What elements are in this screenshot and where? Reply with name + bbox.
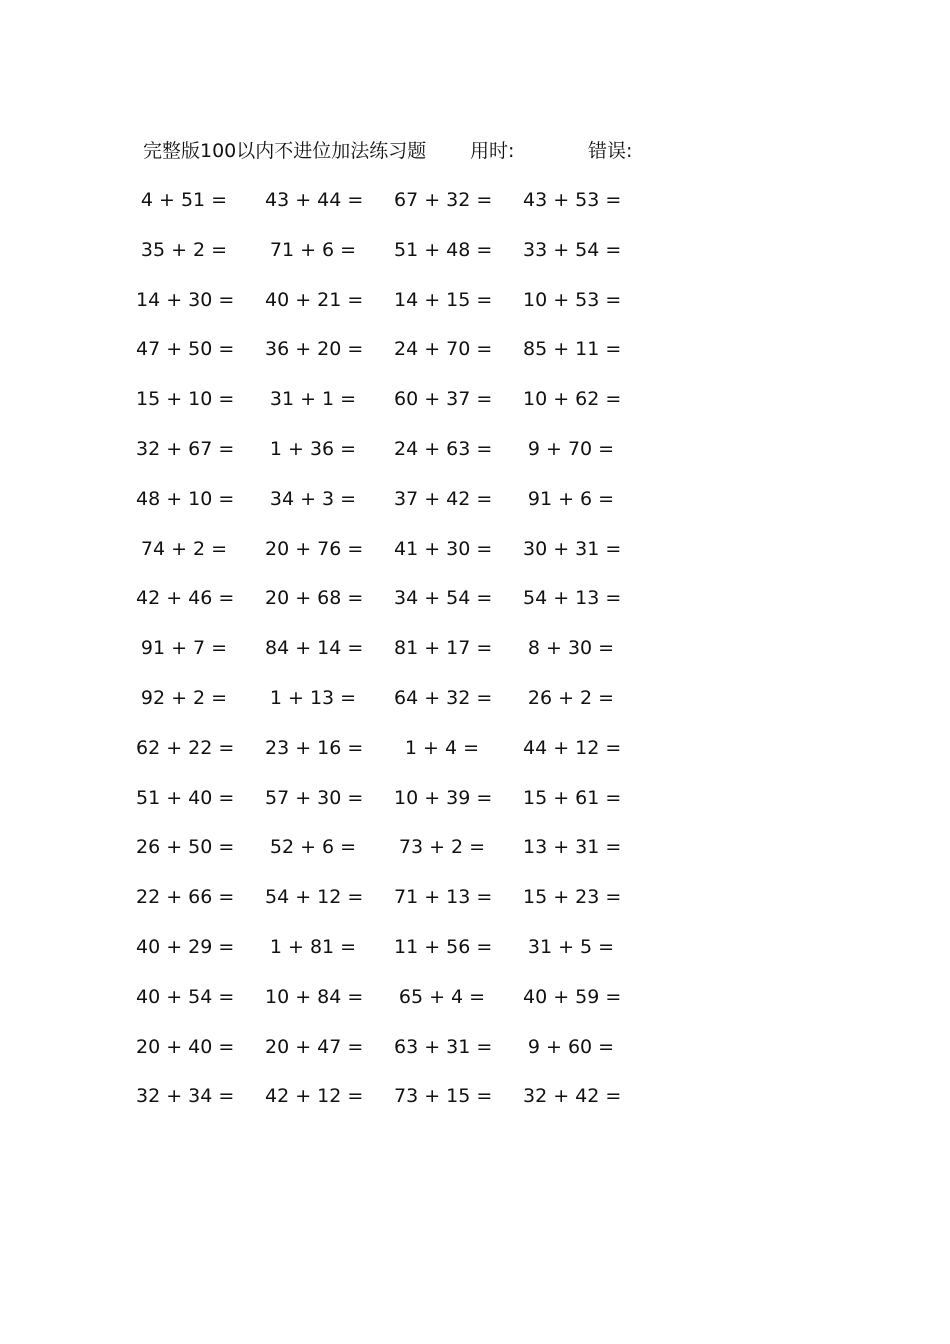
addition-problem: 35 + 2 =: [140, 238, 228, 261]
addition-problem: 85 + 11 =: [523, 338, 622, 361]
addition-problem: 13 + 31 =: [523, 836, 622, 859]
addition-problem: 40 + 21 =: [265, 288, 364, 311]
addition-problem: 9 + 70 =: [527, 437, 615, 460]
addition-problem: 91 + 7 =: [140, 637, 228, 660]
addition-problem: 33 + 54 =: [523, 238, 622, 261]
addition-problem: 32 + 67 =: [136, 437, 235, 460]
addition-problem: 92 + 2 =: [140, 686, 228, 709]
problem-row: [138, 583, 658, 633]
addition-problem: 10 + 62 =: [523, 388, 622, 411]
addition-problem: 91 + 6 =: [527, 487, 615, 510]
problem-row: [138, 185, 658, 235]
addition-problem: 8 + 30 =: [527, 637, 615, 660]
addition-problem: 36 + 20 =: [265, 338, 364, 361]
addition-problem: 52 + 6 =: [269, 836, 357, 859]
addition-problem: 43 + 44 =: [265, 189, 364, 211]
addition-problem: 37 + 42 =: [394, 487, 493, 510]
addition-problem: 23 + 16 =: [265, 736, 364, 759]
addition-problem: 43 + 53 =: [523, 189, 622, 211]
addition-problem: 54 + 13 =: [523, 587, 622, 610]
addition-problem: 57 + 30 =: [265, 786, 364, 809]
worksheet-title: 完整版100以内不进位加法练习题: [143, 140, 427, 162]
time-label: 用时:: [470, 140, 515, 162]
problem-row: [138, 1032, 658, 1082]
addition-problem: 20 + 76 =: [265, 537, 364, 560]
addition-problem: 22 + 66 =: [136, 886, 235, 909]
addition-problem: 1 + 36 =: [269, 437, 357, 460]
addition-problem: 71 + 6 =: [269, 238, 357, 261]
problem-row: [138, 932, 658, 982]
problem-row: [138, 633, 658, 683]
addition-problem: 44 + 12 =: [523, 736, 622, 759]
addition-problem: 15 + 23 =: [523, 886, 622, 909]
problem-row: [138, 683, 658, 733]
problem-row: [138, 285, 658, 335]
addition-problem: 73 + 15 =: [394, 1085, 493, 1108]
problem-row: [138, 384, 658, 434]
addition-problem: 14 + 30 =: [136, 288, 235, 311]
addition-problem: 51 + 40 =: [136, 786, 235, 809]
addition-problem: 15 + 61 =: [523, 786, 622, 809]
problem-row: [138, 733, 658, 783]
addition-problem: 20 + 40 =: [136, 1035, 235, 1058]
addition-problem: 20 + 47 =: [265, 1035, 364, 1058]
addition-problem: 11 + 56 =: [394, 935, 493, 958]
addition-problem: 1 + 4 =: [404, 736, 480, 759]
addition-problem: 26 + 50 =: [136, 836, 235, 859]
addition-problem: 4 + 51 =: [140, 189, 228, 211]
addition-problem: 71 + 13 =: [394, 886, 493, 909]
addition-problem: 40 + 29 =: [136, 935, 235, 958]
problem-grid: [138, 185, 658, 1131]
addition-problem: 30 + 31 =: [523, 537, 622, 560]
addition-problem: 40 + 54 =: [136, 985, 235, 1008]
addition-problem: 51 + 48 =: [394, 238, 493, 261]
addition-problem: 48 + 10 =: [136, 487, 235, 510]
addition-problem: 10 + 53 =: [523, 288, 622, 311]
problem-row: [138, 434, 658, 484]
addition-problem: 1 + 13 =: [269, 686, 357, 709]
problem-row: [138, 832, 658, 882]
addition-problem: 84 + 14 =: [265, 637, 364, 660]
addition-problem: 31 + 1 =: [269, 388, 357, 411]
worksheet-header: [143, 136, 703, 166]
problem-row: [138, 982, 658, 1032]
addition-problem: 47 + 50 =: [136, 338, 235, 361]
addition-problem: 62 + 22 =: [136, 736, 235, 759]
addition-problem: 54 + 12 =: [265, 886, 364, 909]
addition-problem: 15 + 10 =: [136, 388, 235, 411]
addition-problem: 34 + 54 =: [394, 587, 493, 610]
addition-problem: 26 + 2 =: [527, 686, 615, 709]
problem-row: [138, 882, 658, 932]
addition-problem: 1 + 81 =: [269, 935, 357, 958]
addition-problem: 42 + 12 =: [265, 1085, 364, 1108]
addition-problem: 32 + 42 =: [523, 1085, 622, 1108]
addition-problem: 24 + 63 =: [394, 437, 493, 460]
addition-problem: 65 + 4 =: [398, 985, 486, 1008]
problem-row: [138, 334, 658, 384]
problem-row: [138, 484, 658, 534]
addition-problem: 42 + 46 =: [136, 587, 235, 610]
problem-row: [138, 534, 658, 584]
problem-row: [138, 783, 658, 833]
addition-problem: 60 + 37 =: [394, 388, 493, 411]
problem-row: [138, 235, 658, 285]
addition-problem: 32 + 34 =: [136, 1085, 235, 1108]
addition-problem: 40 + 59 =: [523, 985, 622, 1008]
problem-row: [138, 1081, 658, 1131]
addition-problem: 9 + 60 =: [527, 1035, 615, 1058]
addition-problem: 14 + 15 =: [394, 288, 493, 311]
addition-problem: 74 + 2 =: [140, 537, 228, 560]
addition-problem: 24 + 70 =: [394, 338, 493, 361]
addition-problem: 31 + 5 =: [527, 935, 615, 958]
addition-problem: 34 + 3 =: [269, 487, 357, 510]
addition-problem: 41 + 30 =: [394, 537, 493, 560]
addition-problem: 10 + 84 =: [265, 985, 364, 1008]
addition-problem: 63 + 31 =: [394, 1035, 493, 1058]
addition-problem: 81 + 17 =: [394, 637, 493, 660]
addition-problem: 10 + 39 =: [394, 786, 493, 809]
errors-label: 错误:: [588, 140, 633, 162]
addition-problem: 20 + 68 =: [265, 587, 364, 610]
addition-problem: 64 + 32 =: [394, 686, 493, 709]
addition-problem: 67 + 32 =: [394, 189, 493, 211]
addition-problem: 73 + 2 =: [398, 836, 486, 859]
